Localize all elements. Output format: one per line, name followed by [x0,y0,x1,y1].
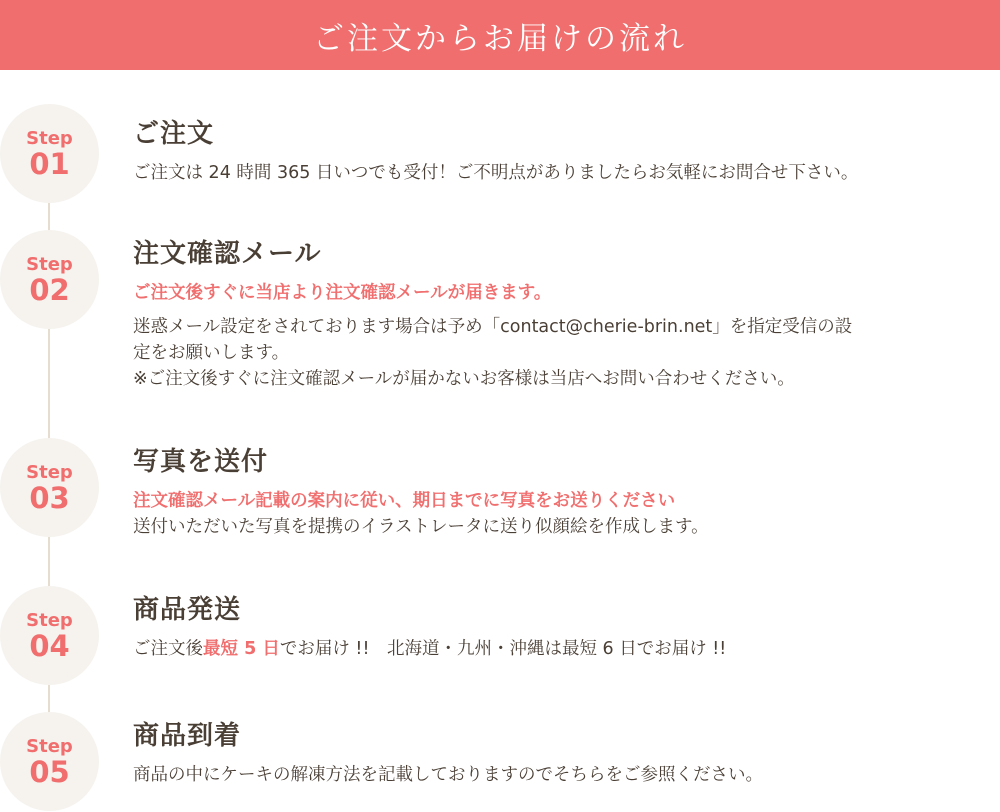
step-badge-01 [0,104,99,203]
delivery-days-highlight: 最短 5 日 [203,639,280,659]
step-badge-02 [0,230,99,329]
step-number: 03 [29,480,70,515]
step-badge-03 [0,438,99,537]
step-description [133,636,991,662]
step-number: 01 [29,146,70,181]
step-description: 送付いただいた写真を提携のイラストレータに送り似顔絵を作成します。 [133,517,709,537]
step-label: Step [26,127,73,149]
step-description: ご注文は 24 時間 365 日いつでも受付！ご不明点がありましたらお気軽にお問合せ下さい。 [133,163,859,183]
step-content-04 [133,594,991,662]
step-title: 商品到着 [133,721,242,751]
step-badge-05 [0,712,99,811]
step-badge-04 [0,586,99,685]
step-title: 商品発送 [133,595,242,625]
timeline-connector [48,537,50,587]
header-banner [0,0,1000,70]
step-content-05 [133,720,991,788]
step-description: 迷惑メール設定をされております場合は予め「contact@cherie-brin.net」を指定受信の設 [133,317,853,337]
step-title: 写真を送付 [133,447,269,477]
step-content-02 [133,238,991,392]
step-highlight: ご注文後すぐに当店より注文確認メールが届きます。 [133,283,552,303]
step-content-01 [133,118,991,186]
step-description: 商品の中にケーキの解凍方法を記載しておりますのでそちらをご参照ください。 [133,765,763,785]
step-label: Step [26,609,73,631]
timeline-connector [48,203,50,231]
step-text-before: ご注文後 [133,639,203,659]
step-label: Step [26,735,73,757]
step-highlight: 注文確認メール記載の案内に従い、期日までに写真をお送りください [133,491,676,511]
step-description: 定をお願いします。 [133,343,290,363]
step-title: 注文確認メール [133,239,322,269]
step-label: Step [26,253,73,275]
step-number: 02 [29,272,70,307]
step-label: Step [26,461,73,483]
step-text-after: でお届け !! 北海道・九州・沖縄は最短 6 日でお届け !! [279,639,727,659]
step-note: ※ご注文後すぐに注文確認メールが届かないお客様は当店へお問い合わせください。 [133,369,795,389]
step-number: 04 [29,628,70,663]
step-content-03 [133,446,991,540]
page-title: ご注文からお届けの流れ [313,20,687,57]
timeline-connector [48,329,50,439]
timeline-connector [48,685,50,713]
step-title: ご注文 [133,119,215,149]
step-number: 05 [29,754,70,789]
